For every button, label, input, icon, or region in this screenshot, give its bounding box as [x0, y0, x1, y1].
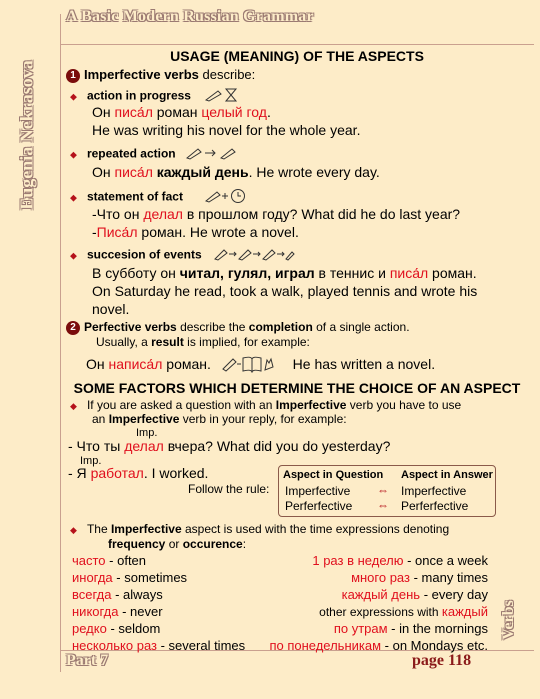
rule-q-imperfective: Imperfective [285, 484, 351, 498]
example-fact-a: -Писа́л роман. He wrote a novel. [92, 224, 299, 240]
book-title: A Basic Modern Russian Grammar [66, 8, 314, 25]
repeated-pen-icon [185, 146, 239, 163]
header-divider [60, 44, 534, 45]
vocab-several-times: несколько раз - several times [72, 638, 246, 653]
usage-action-in-progress: ◆ action in progress [70, 88, 238, 105]
vocab-once-a-week: 1 раз в неделю - once a week [312, 553, 488, 568]
vocab-every-day: каждый день - every day [341, 587, 488, 602]
perfective-result-line: Usually, a result is implied, for example: [96, 335, 310, 349]
part-label: Part 7 [66, 652, 109, 669]
vocab-other-expressions: other expressions with каждый [319, 604, 488, 619]
vocab-on-mondays: по понедельникам - on Mondays etc. [269, 638, 488, 653]
example-succession-en1: On Saturday he read, took a walk, played tennis and wrote his [92, 283, 478, 299]
frequency-rule-b: frequency or occurence: [108, 537, 247, 551]
number-badge-1: 1 [66, 69, 80, 83]
vocab-often: часто - often [72, 553, 147, 568]
vocab-many-times: много раз - many times [351, 570, 488, 585]
page-title: USAGE (MEANING) OF THE ASPECTS [170, 48, 424, 64]
usage-succession-of-events: ◆ succesion of events [70, 247, 295, 264]
example-succession-en2: novel. [92, 301, 130, 317]
example-fact-q: -Что он делал в прошлом году? What did he do last year? [92, 206, 461, 222]
usage-statement-of-fact: ◆ statement of fact [70, 188, 246, 207]
vocab-always: всегда - always [72, 587, 163, 602]
question-example: - Что ты делал вчера? What did you do yesterday? [68, 438, 391, 454]
rule-header-question: Aspect in Question [283, 469, 384, 481]
answer-example: - Я работал. I worked. [68, 465, 209, 481]
pen-sequence-icon [213, 247, 295, 264]
number-badge-2: 2 [66, 321, 80, 335]
page-number: page 118 [412, 652, 472, 669]
imp-label-2: Imp. [80, 455, 102, 467]
example-succession-ru: В субботу он читал, гулял, играл в теннис и писа́л роман. [92, 265, 477, 281]
rule-a-perfective: Perferfective [401, 499, 469, 513]
example-progress-en: He was writing his novel for the whole year. [92, 122, 361, 138]
vocab-never: никогда - never [72, 604, 163, 619]
example-repeated: Он писа́л каждый день. He wrote every day. [92, 164, 380, 180]
pen-clock-icon [204, 188, 246, 207]
imperfective-heading: 1 Imperfective verbs describe: [66, 67, 255, 83]
frequency-rule: ◆ The Imperfective aspect is used with the time expressions denoting [70, 522, 450, 536]
rule-q-perfective: Perferfective [285, 499, 353, 513]
rule-a-imperfective: Imperfective [401, 484, 467, 498]
side-topic: Verbs [500, 600, 517, 640]
pen-hourglass-icon [204, 88, 238, 105]
author-name: Eugenia Nekrasova [16, 60, 37, 210]
example-progress-ru: Он писа́л роман целый год. [92, 104, 271, 120]
left-margin-line [60, 14, 61, 672]
factors-title: SOME FACTORS WHICH DETERMINE THE CHOICE OF AN ASPECT [73, 380, 521, 396]
rule-arrow-2: ⇔ [377, 498, 389, 512]
perfective-heading: 2 Perfective verbs describe the completion of a single action. [66, 320, 410, 335]
factors-rule-1: ◆ If you are asked a question with an Imperfective verb you have to use [70, 398, 462, 412]
pen-book-hand-icon [221, 355, 275, 376]
vocab-seldom: редко - seldom [72, 621, 161, 636]
follow-rule-label: Follow the rule: [188, 482, 270, 496]
vocab-sometimes: иногда - sometimes [72, 570, 188, 585]
vocab-in-the-mornings: по утрам - in the mornings [333, 621, 488, 636]
usage-repeated-action: ◆ repeated action [70, 146, 239, 163]
rule-arrow-1: ⇔ [377, 483, 389, 497]
imp-label-1: Imp. [136, 427, 158, 439]
perfective-example: Он написа́л роман. He has written a novel. [86, 355, 435, 376]
rule-header-answer: Aspect in Answer [401, 469, 493, 481]
factors-rule-1b: an Imperfective verb in your reply, for example: [92, 412, 347, 426]
aspect-rule-box [278, 465, 496, 517]
